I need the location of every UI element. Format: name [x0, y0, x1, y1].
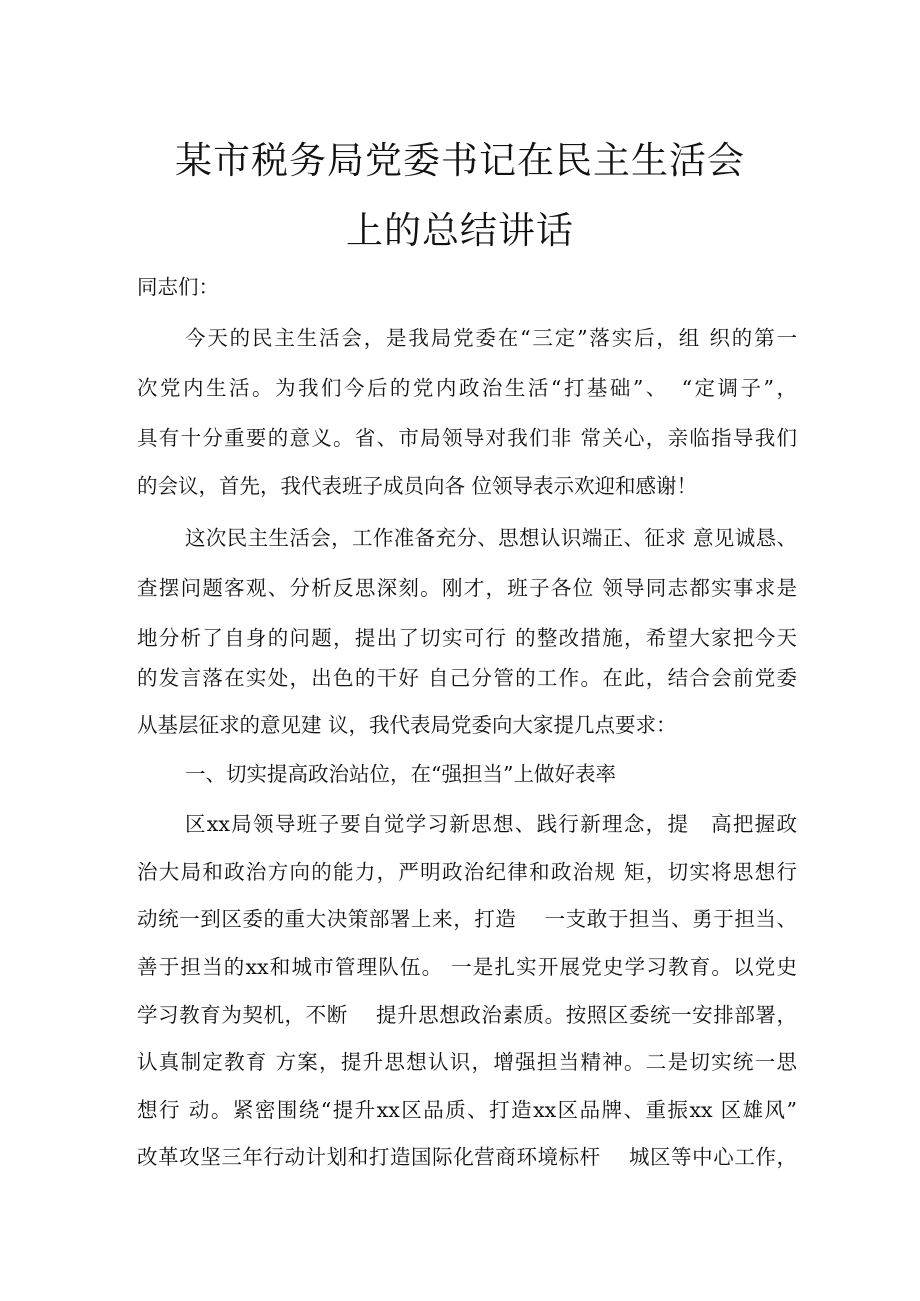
- salutation: 同志们：: [137, 275, 219, 299]
- document-title-line-2: 上的总结讲话: [346, 209, 574, 252]
- paragraph-2-line-5: 从基层征求的意见建 议，我代表局党委向大家提几点要求：: [137, 713, 677, 737]
- paragraph-1-line-1: 今天的民主生活会，是我局党委在“三定”落实后，组 织的第一: [185, 326, 797, 350]
- paragraph-1-line-3: 具有十分重要的意义。省、市局领导对我们非 常关心，亲临指导我们: [137, 426, 797, 450]
- paragraph-3-line-7: 想行 动。紧密围绕“提升xx区品质、打造xx区品牌、重振xx 区雄风”: [137, 1098, 797, 1122]
- paragraph-3-line-6: 认真制定教育 方案，提升思想认识，增强担当精神。二是切实统一思: [137, 1050, 797, 1074]
- paragraph-3-line-8: 改革攻坚三年行动计划和打造国际化营商环境标杆 城区等中心工作，: [137, 1145, 797, 1169]
- paragraph-3-line-4: 善于担当的xx和城市管理队伍。 一是扎实开展党史学习教育。以党史: [137, 955, 797, 979]
- paragraph-1-line-2: 次党内生活。为我们今后的党内政治生活“打基础”、 “定调子”，: [137, 376, 797, 400]
- paragraph-3-line-1: 区xx局领导班子要自觉学习新思想、践行新理念，提 高把握政: [185, 812, 797, 836]
- paragraph-3-line-5: 学习教育为契机，不断 提升思想政治素质。按照区委统一安排部署，: [137, 1003, 797, 1027]
- paragraph-3-line-2: 治大局和政治方向的能力，严明政治纪律和政治规 矩，切实将思想行: [137, 860, 797, 884]
- paragraph-2-line-4: 的发言落在实处，出色的干好 自己分管的工作。在此，结合会前党委: [137, 666, 797, 690]
- paragraph-1-line-4: 的会议，首先，我代表班子成员向各 位领导表示欢迎和感谢！: [137, 474, 698, 498]
- section-heading-1: 一、切实提高政治站位，在“强担当”上做好表率: [185, 762, 616, 786]
- paragraph-2-line-2: 查摆问题客观、分析反思深刻。刚才，班子各位 领导同志都实事求是: [137, 576, 797, 600]
- paragraph-2-line-1: 这次民主生活会，工作准备充分、思想认识端正、征求 意见诚恳、: [185, 526, 797, 550]
- paragraph-2-line-3: 地分析了自身的问题，提出了切实可行 的整改措施，希望大家把今天: [137, 626, 797, 650]
- paragraph-3-line-3: 动统一到区委的重大决策部署上来，打造 一支敢于担当、勇于担当、: [137, 907, 797, 931]
- document-title-line-1: 某市税务局党委书记在民主生活会: [175, 139, 745, 182]
